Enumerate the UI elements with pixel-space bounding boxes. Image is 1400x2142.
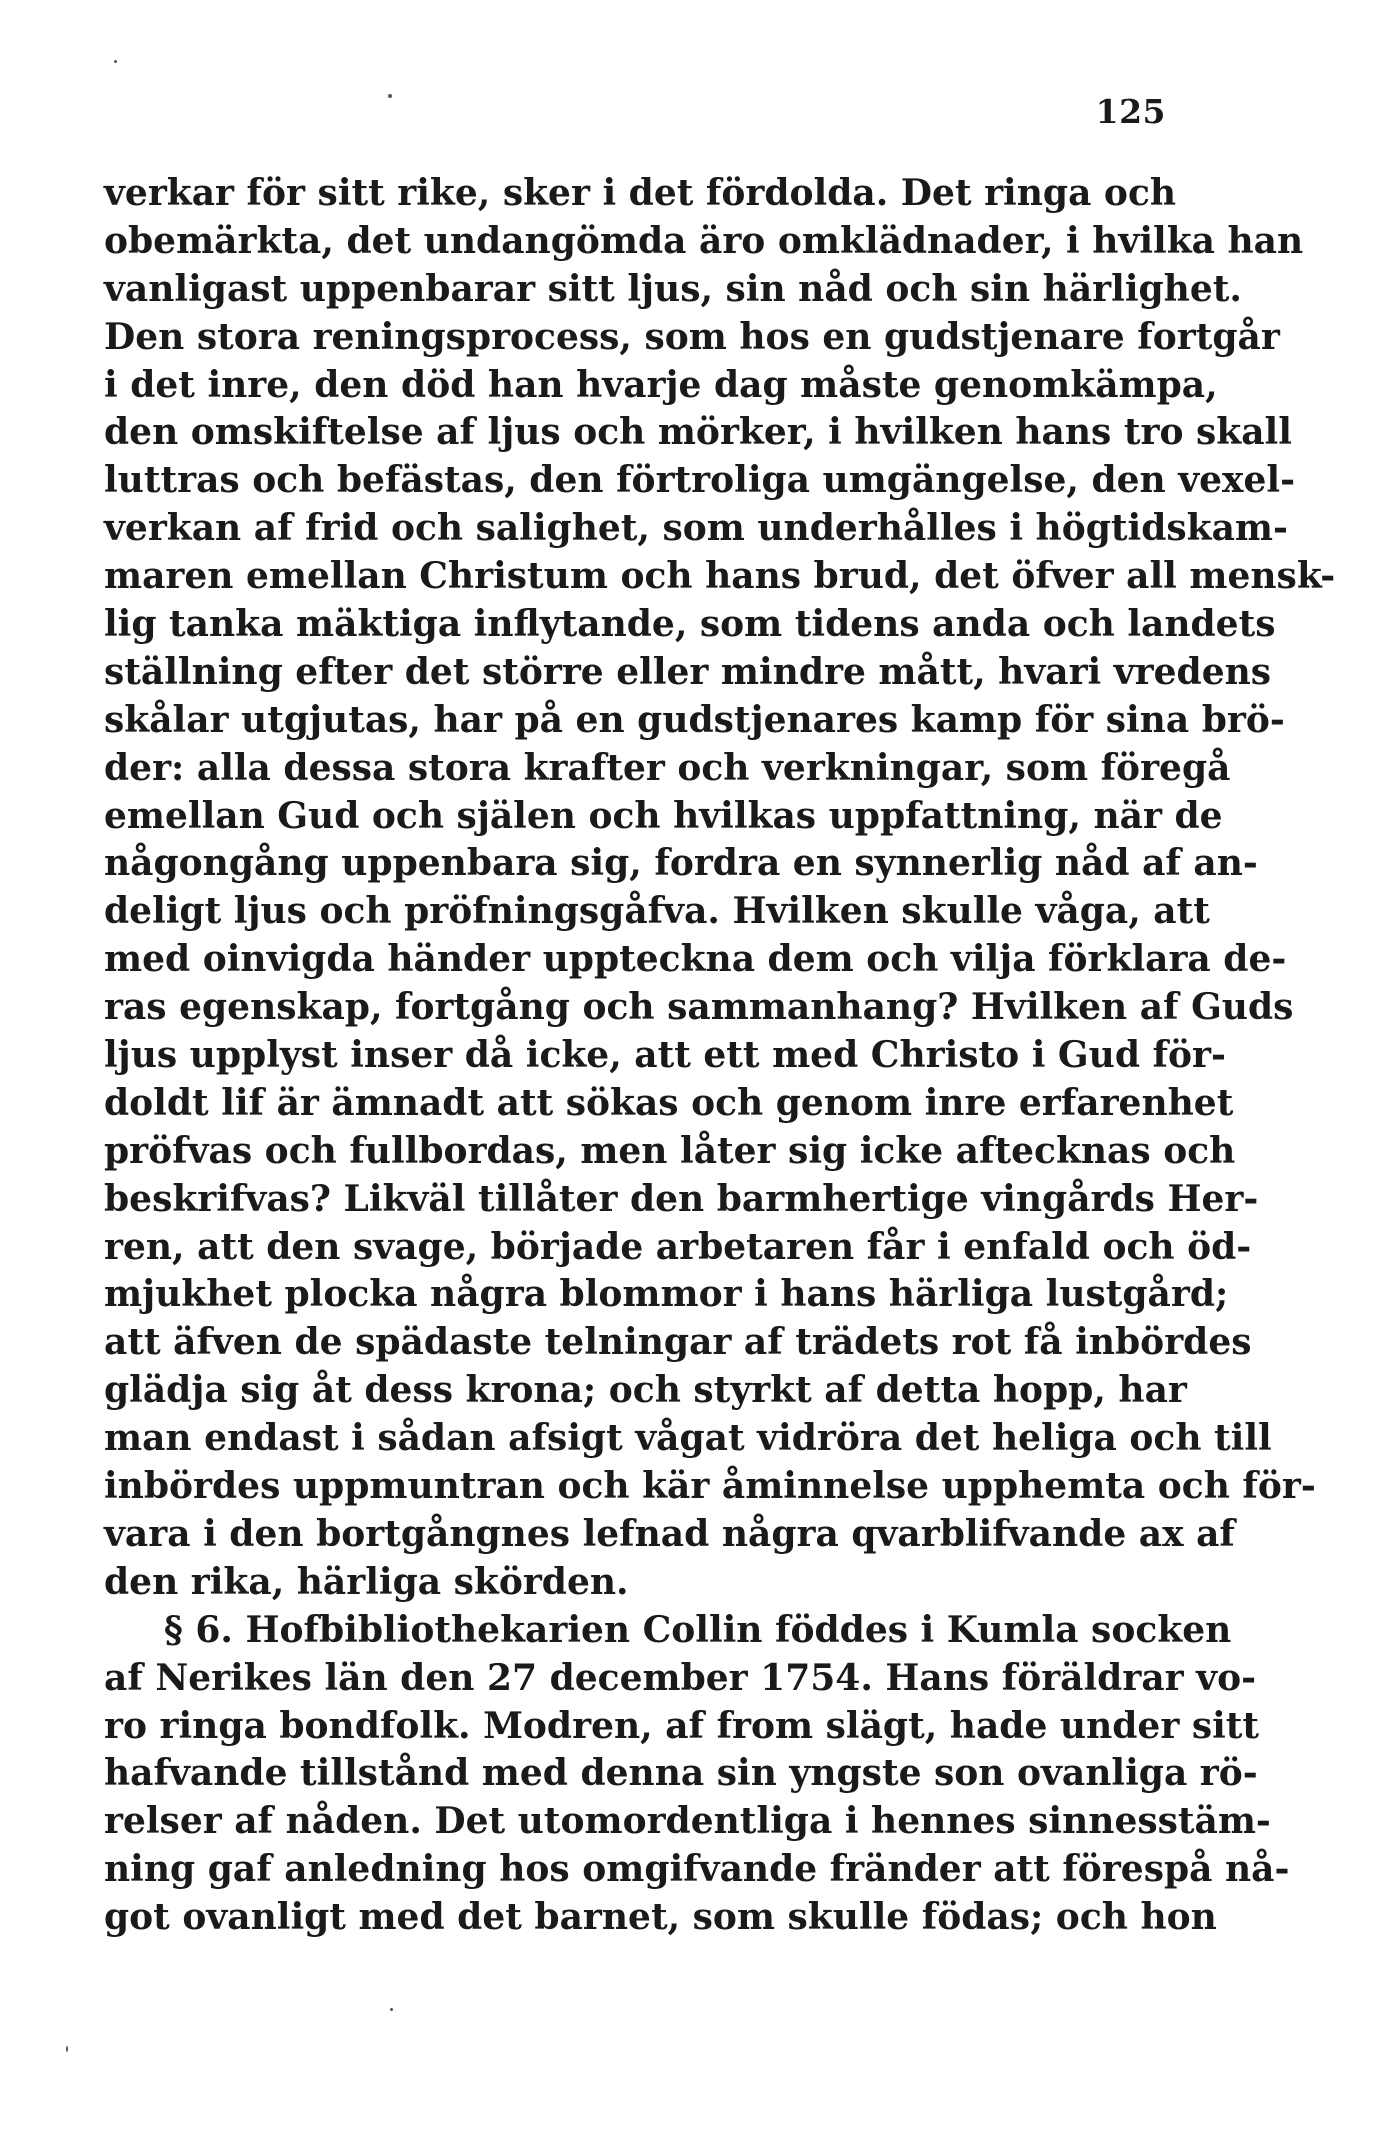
text-line: att äfven de spädaste telningar af trädets rot få inbördes	[104, 1321, 1252, 1364]
text-line: verkan af frid och salighet, som underhålles i högtidskam-	[104, 507, 1288, 550]
scan-speck	[114, 60, 117, 63]
text-line: med oinvigda händer uppteckna dem och vilja förklara de-	[104, 938, 1287, 981]
text-line: der: alla dessa stora krafter och verkningar, som föregå	[104, 746, 1231, 789]
text-line: den omskiftelse af ljus och mörker, i hvilken hans tro skall	[104, 411, 1292, 454]
text-line: glädja sig åt dess krona; och styrkt af detta hopp, har	[104, 1369, 1187, 1412]
text-line: luttras och befästas, den förtroliga umgängelse, den vexel-	[104, 459, 1296, 502]
text-line: man endast i sådan afsigt vågat vidröra det heliga och till	[104, 1417, 1272, 1460]
text-line: doldt lif är ämnadt att sökas och genom inre erfarenhet	[104, 1081, 1234, 1124]
text-line: lig tanka mäktiga inflytande, som tidens anda och landets	[104, 603, 1276, 646]
text-line: i det inre, den död han hvarje dag måste genomkämpa,	[104, 363, 1218, 406]
text-line: ro ringa bondfolk. Modren, af from slägt, hade under sitt	[104, 1704, 1260, 1747]
text-line: mjukhet plocka några blommor i hans härliga lustgård;	[104, 1273, 1229, 1316]
text-line: got ovanligt med det barnet, som skulle födas; och hon	[104, 1896, 1217, 1939]
text-line: skålar utgjutas, har på en gudstjenares kamp för sina brö-	[104, 698, 1285, 741]
text-line: verkar för sitt rike, sker i det fördolda. Det ringa och	[104, 172, 1177, 214]
text-line: ren, att den svage, började arbetaren får i enfald och öd-	[104, 1225, 1252, 1268]
text-line: emellan Gud och själen och hvilkas uppfattning, när de	[104, 794, 1223, 837]
text-line: någongång uppenbara sig, fordra en synnerlig nåd af an-	[104, 842, 1258, 885]
text-line: obemärkta, det undangömda äro omklädnader, i hvilka han	[104, 219, 1304, 262]
text-line: inbördes uppmuntran och kär åminnelse upphemta och för-	[104, 1465, 1316, 1508]
page-text-body	[104, 170, 1336, 1942]
text-line: ras egenskap, fortgång och sammanhang? Hvilken af Guds	[104, 986, 1294, 1029]
page-number: 125	[1095, 92, 1166, 131]
text-line: hafvande tillstånd med denna sin yngste son ovanliga rö-	[104, 1752, 1258, 1795]
text-line: maren emellan Christum och hans brud, det öfver all mensk-	[104, 555, 1336, 598]
text-line: relser af nåden. Det utomordentliga i hennes sinnesstäm-	[104, 1800, 1271, 1843]
text-line: ning gaf anledning hos omgifvande fränder att förespå nå-	[104, 1848, 1290, 1891]
scan-speck	[66, 2046, 68, 2052]
text-line: vanligast uppenbarar sitt ljus, sin nåd och sin härlighet.	[104, 267, 1242, 310]
text-line: vara i den bortgångnes lefnad några qvarblifvande ax af	[104, 1512, 1235, 1555]
text-line: ljus upplyst inser då icke, att ett med Christo i Gud för-	[104, 1034, 1226, 1077]
text-line: Den stora reningsprocess, som hos en gudstjenare fortgår	[104, 315, 1280, 358]
scan-speck	[390, 2008, 393, 2011]
scan-speck	[388, 94, 392, 98]
text-line: ställning efter det större eller mindre mått, hvari vredens	[104, 650, 1272, 693]
text-line: af Nerikes län den 27 december 1754. Hans föräldrar vo-	[104, 1656, 1257, 1699]
paragraph-end-line: den rika, härliga skörden.	[104, 1560, 629, 1603]
section-heading-line: § 6. Hofbibliothekarien Collin föddes i Kumla socken	[164, 1608, 1232, 1651]
text-line: beskrifvas? Likväl tillåter den barmhertige vingårds Her-	[104, 1177, 1259, 1220]
text-line: pröfvas och fullbordas, men låter sig icke aftecknas och	[104, 1129, 1236, 1172]
text-line: deligt ljus och pröfningsgåfva. Hvilken skulle våga, att	[104, 890, 1210, 933]
